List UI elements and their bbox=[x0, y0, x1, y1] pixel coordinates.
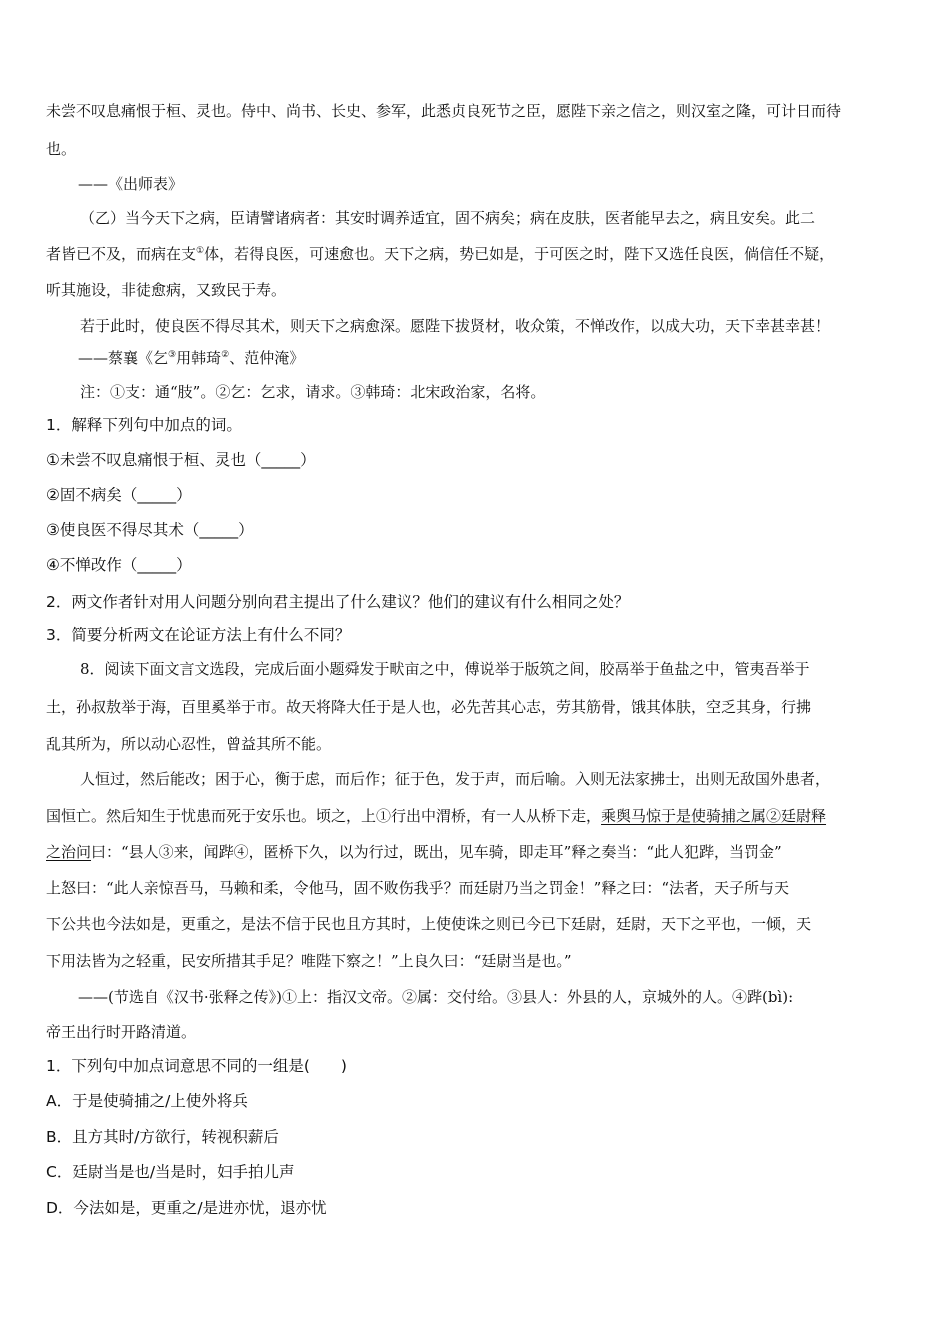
text-line: 下公共也今法如是，更重之，是法不信于民也且方其时，上使使诛之则已今已下廷尉，廷尉，天下之平也，一倾，天 bbox=[46, 915, 812, 933]
text-line: 下用法皆为之轻重，民安所措其手足？唯陛下察之！”上良久曰：“廷尉当是也。” bbox=[46, 952, 572, 970]
underlined-text: 之治问 bbox=[46, 843, 92, 861]
text-line: 之治问曰：“县人③来，闻跸④，匿桥下久，以为行过，既出，见车骑，即走耳”释之奏当：“此人犯跸，当罚金” bbox=[46, 843, 782, 861]
text-line: 若于此时，使良医不得尽其术，则天下之病愈深。愿陛下拔贤材，收众策，不惮改作，以成大功，天下幸甚幸甚！ bbox=[80, 317, 831, 335]
answer-option-a: A．于是使骑捕之/上使外将兵 bbox=[46, 1092, 248, 1110]
text-line: 听其施设，非徒愈病，又致民于寿。 bbox=[46, 281, 287, 299]
text-line: 8．阅读下面文言文选段，完成后面小题舜发于畎亩之中，傅说举于版筑之间，胶鬲举于鱼盐之中，管夷吾举于 bbox=[80, 660, 810, 678]
text-line: 未尝不叹息痛恨于桓、灵也。侍中、尚书、长史、参军，此悉贞良死节之臣，愿陛下亲之信之，则汉室之隆，可计日而待 bbox=[46, 102, 842, 120]
answer-option-c: C．廷尉当是也/当是时，妇手拍儿声 bbox=[46, 1163, 295, 1181]
footnote-ref: ③ bbox=[168, 350, 177, 360]
text-line: 国恒亡。然后知生于忧患而死于安乐也。顷之，上①行出中渭桥，有一人从桥下走，乘舆马惊于是使骑捕之属②廷尉释 bbox=[46, 807, 827, 825]
footnote-ref: ② bbox=[221, 350, 230, 360]
answer-option-d: D．今法如是，更重之/是进亦忧，退亦忧 bbox=[46, 1199, 327, 1217]
source-attribution: ——《出师表》 bbox=[78, 175, 184, 193]
text-line: 者皆已不及，而病在支①体，若得良医，可速愈也。天下之病，势已如是，于可医之时，陛下又选任良医，倘信任不疑， bbox=[46, 245, 835, 263]
text-line: 土，孙叔敖举于海，百里奚举于市。故天将降大任于是人也，必先苦其心志，劳其筋骨，饿其体肤，空乏其身，行拂 bbox=[46, 698, 812, 716]
sub-question: ①未尝不叹息痛恨于桓、灵也（_____） bbox=[46, 451, 316, 469]
annotation-note: 帝王出行时开路清道。 bbox=[46, 1023, 197, 1041]
text-line: 乱其所为，所以动心忍性，曾益其所不能。 bbox=[46, 735, 332, 753]
footnote-ref: ① bbox=[196, 246, 205, 256]
question: 1．解释下列句中加点的词。 bbox=[46, 416, 242, 434]
sub-question: ④不惮改作（_____） bbox=[46, 556, 192, 574]
source-attribution: ——(节选自《汉书·张释之传》)①上：指汉文帝。②属：交付给。③县人：外县的人，京城外的人。④跸(bì): bbox=[78, 988, 794, 1006]
sub-question: ③使良医不得尽其术（_____） bbox=[46, 521, 254, 539]
text-line: （乙）当今天下之病，臣请譬诸病者：其安时调养适宜，固不病矣；病在皮肤，医者能早去之，病且安矣。此二 bbox=[80, 209, 816, 227]
source-attribution: ——蔡襄《乞③用韩琦②、范仲淹》 bbox=[78, 349, 305, 367]
underlined-text: 乘舆马惊于是使骑捕之属②廷尉释 bbox=[601, 807, 827, 825]
question: 1．下列句中加点词意思不同的一组是( ) bbox=[46, 1057, 347, 1075]
text-line: 人恒过，然后能改；困于心，衡于虑，而后作；征于色，发于声，而后喻。入则无法家拂士，出则无敌国外患者， bbox=[80, 770, 831, 788]
sub-question: ②固不病矣（_____） bbox=[46, 486, 192, 504]
annotation-note: 注：①支：通“肢”。②乞：乞求，请求。③韩琦：北宋政治家，名将。 bbox=[80, 383, 546, 401]
answer-option-b: B．且方其时/方欲行，转视积薪后 bbox=[46, 1128, 279, 1146]
question: 3．简要分析两文在论证方法上有什么不同？ bbox=[46, 626, 351, 644]
question: 2．两文作者针对用人问题分别向君主提出了什么建议？他们的建议有什么相同之处？ bbox=[46, 593, 630, 611]
text-line: 上怒曰：“此人亲惊吾马，马赖和柔，令他马，固不败伤我乎？而廷尉乃当之罚金！”释之曰：“法者，天子所与天 bbox=[46, 879, 790, 897]
text-line: 也。 bbox=[46, 140, 77, 158]
